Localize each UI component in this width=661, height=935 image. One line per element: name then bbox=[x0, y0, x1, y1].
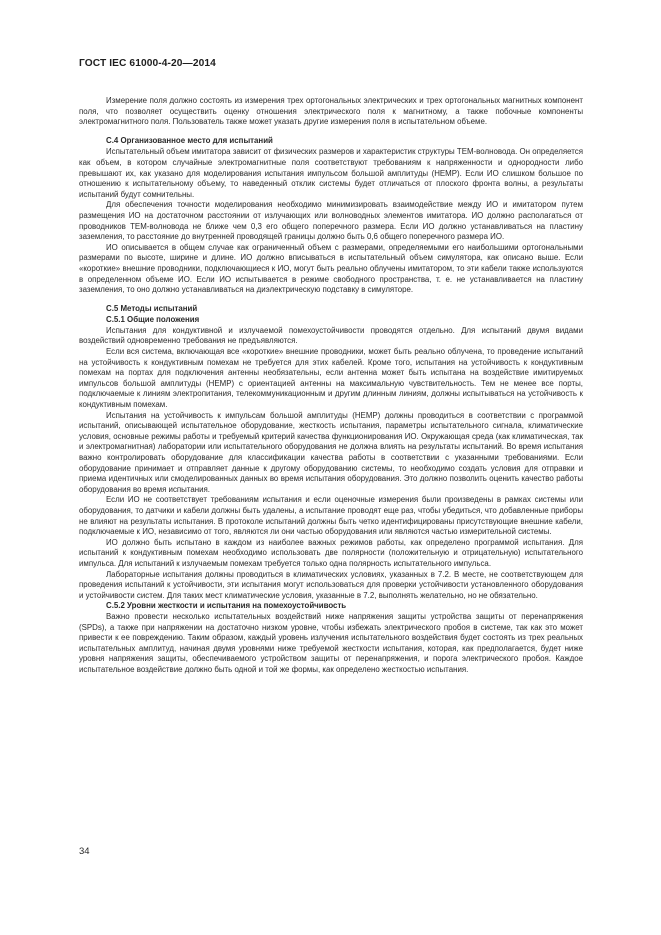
subsection-heading-c51: С.5.1 Общие положения bbox=[106, 315, 200, 325]
standard-header: ГОСТ IEC 61000-4-20—2014 bbox=[79, 58, 216, 69]
document-body bbox=[79, 96, 583, 675]
section-heading-c4: С.4 Организованное место для испытаний bbox=[106, 135, 273, 145]
paragraph: Лабораторные испытания должны проводиться в климатических условиях, указанных в 7.2. В месте, не соответствующем для проведения испытаний к устойчивости, эти испытания могут использоваться для проверки устойчивости установленного оборудования и устойчивости систем. Для таких мест климатические условия, указанные в 7.2, выполнять желательно, но не обязательно. bbox=[79, 569, 583, 600]
paragraph: Важно провести несколько испытательных воздействий ниже напряжения защиты устройства защиты от перенапряжения (SPDs), а также при напряжении на достаточно низком уровне, чтобы избежать электрического пробоя в системе, так как это может привести к ее повреждению. Таким образом, каждый уровень излучения испытательного воздействия будет состоять из трех реальных испытательных амплитуд, начиная двумя уровнями ниже требуемой жесткости испытания, которая, как предполагается, будет ниже уровня напряжения защиты, обеспечиваемого устройством защиты от перенапряжения, и порога электрического пробоя. Каждое испытательное воздействие должно быть одной и той же формы, как определено жесткостью испытания. bbox=[79, 611, 583, 674]
paragraph: Для обеспечения точности моделирования необходимо минимизировать взаимодействие между ИО и имитатором путем размещения ИО на достаточном расстоянии от излучающих или волноводных элементов имитатора. ИО должно располагаться от проводников ТЕМ-волновода не ближе чем 0,3 его общего поперечного размера. Если ИО должно устанавливаться на пластину заземления, то расстояние до внутренней проводящей границы должно быть 0,6 общего поперечного размера ИО. bbox=[79, 200, 583, 242]
subsection-heading-c52: С.5.2 Уровни жесткости и испытания на помехоустойчивость bbox=[106, 601, 347, 611]
paragraph: Испытательный объем имитатора зависит от физических размеров и характеристик структуры ТЕМ-волновода. Он определяется как объем, в котором случайные электромагнитные поля соответствуют требованиям к напряженности и однородности либо превышают их, как указано для моделирования испытания импульсом большой амплитуды (НЕМР). Если ИО слишком большое по отношению к испытательному объему, то наведенный отклик системы будет отличаться от плоского фронта волны, а результаты испытаний будут сомнительны. bbox=[79, 147, 583, 199]
paragraph: Если ИО не соответствует требованиям испытания и если оценочные измерения были произведены в рамках системы или оборудования, то датчики и кабели должны быть удалены, а испытание проводят еще раз, чтобы убедиться, что добавленные приборы не влияют на результаты испытания. В протоколе испытаний должны быть четко идентифицированы присутствующие внешние кабели, подключаемые к ИО, независимо от того, являются ли они частью оборудования или являются частью измерительной системы. bbox=[79, 495, 583, 537]
paragraph: ИО должно быть испытано в каждом из наиболее важных режимов работы, как определено программой испытания. Для испытаний к кондуктивным помехам необходимо использовать две полярности (положительную и отрицательную) испытательного импульса. Для испытаний к излучаемым помехам требуется только одна полярность испытательного импульса. bbox=[79, 537, 583, 568]
paragraph: Если вся система, включающая все «короткие» внешние проводники, может быть реально облучена, то проведение испытаний на устойчивость к кондуктивным помехам не требуется для этих кабелей. Кроме того, испытания на устойчивость к кондуктивным помехам на портах для подключения антенны необязательны, если антенна может быть испытана на воздействие имитируемых импульсов большой амплитуды (НЕМР) с ориентацией антенны на максимальную чувствительность. Тем не менее все порты, подключаемые к линиям электропитания, телекоммуникационным и другим длинным линиям, должны испытываться на устойчивость к кондуктивным помехам. bbox=[79, 347, 583, 410]
paragraph: ИО описывается в общем случае как ограниченный объем с размерами, определяемыми его наибольшими ортогональными размерами по высоте, ширине и длине. ИО должно вписываться в испытательный объем симулятора, как описано выше. Если «короткие» внешние проводники, подключающиеся к ИО, могут быть реально облучены имитатором, то эти кабели также используются в определенном объеме ИО. Если ИО испытывается в режиме свободного пространства, т. е. не устанавливается на пластину заземления, то оно должно устанавливаться на диэлектрическую подставку в симуляторе. bbox=[79, 242, 583, 295]
paragraph: Испытания для кондуктивной и излучаемой помехоустойчивости проводятся отдельно. Для испытаний двумя видами воздействий одновременно требования не предъявляются. bbox=[79, 325, 583, 346]
paragraph: Испытания на устойчивость к импульсам большой амплитуды (НЕМР) должны проводиться в соответствии с программой испытаний, описывающей испытательное оборудование, жесткость испытания, параметры испытательного сигнала, климатические условия, основные режимы работы и требуемый критерий качества функционирования ИО. Окружающая среда (как климатическая, так и электромагнитная) лаборатории или испытательного оборудования не должна влиять на результаты испытаний. Во время испытания важно контролировать оборудование для классификации качества работы в соответствии с указанными требованиями. Если оборудование принимает и отправляет данные к другому оборудованию системы, то необходимо создать условия для отправки и приема идентичных или смоделированных данных во время испытания оборудования. Это должно позволить оценить качество работы оборудования во время испытания. bbox=[79, 410, 583, 494]
page-number: 34 bbox=[79, 846, 90, 857]
paragraph: Измерение поля должно состоять из измерения трех ортогональных электрических и трех ортогональных магнитных компонент поля, что позволяет осуществить оценку отношения электрического поля к магнитному, а также побочные компоненты электромагнитного поля. Пользователь также может указать другие измерения поля в испытательном объеме. bbox=[79, 96, 583, 127]
section-heading-c5: С.5 Методы испытаний bbox=[106, 303, 198, 313]
